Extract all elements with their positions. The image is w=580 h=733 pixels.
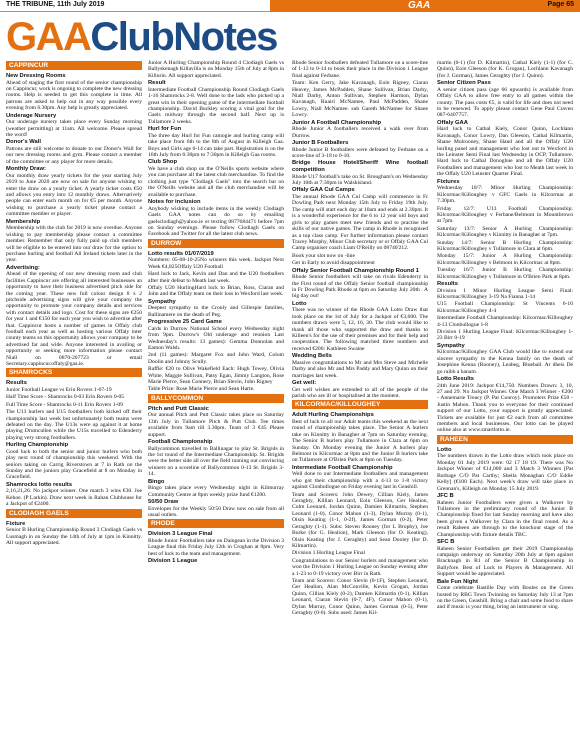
article-paragraph: Bingo takes place every Wednesday night in Kilmurray Community Centre at 8pm weekly prize fund €1200.	[148, 485, 284, 498]
article-heading: Division 3 League Final	[148, 531, 213, 538]
issue-date: THE TRIBUNE, 11th July 2019	[6, 1, 105, 8]
article-paragraph: Team and Scorers: Conor Slevin (0-1F), Stephen Leonard, Ger Healion, Alan McConville, Kevin Grogan, Jordan Quinn, Cillian Kiely (0-2), Damien Kilmartin (0-1), Killian Leonard, Ciaran Slevin (0-7, 4F), Conor Mahon (0-1), Dylan Murray, Conor Quinn, James Gorman (0-5), Peter Geraghty (0-6). Subs used: James Kil-	[292, 577, 428, 616]
article-paragraph: Ahead of the opening of our new dressing room and club facilities Cappincur are offering all interested businesses an opportunity to have their business advertised pitch side for the coming year. These new full colour design 8 x 2 pitchside advertising signs will give your company the opportunity to promote your company details and services with contact details and logo. Cost for these signs are €250 for year 1 and €150 for each year you wish to advertise after that. Cappincur hosts a number of games in Offaly club football each year as well as hosting various Offaly inter county teams so this opportunity allows your company to be advertised far and wide. Anyone interested in availing or opportunity or seeking more information please contact Niall on 0870-207723 or email Secretary.cappincur.offaly@gaa.ie.	[6, 271, 142, 367]
article-paragraph: Intermediate Football Championship Round Clodiagh Gaels 1-16 Shamrocks 2-8. Well done to the lads who picked up a great win in their opening game of the intermediate football championship. David Buckley scoring a vital goal for the Gaels midway through the second half. Next up is Tullamore 2 weeks.	[148, 86, 284, 125]
article-heading: Offaly GAA	[437, 119, 468, 126]
article-paragraph: Team: Ken Gerry, Jake Kavanagh, Eoin Rigney, Ciaran Heavey, James McPadden, Shane Sullivan, Brian Darby, Niall Darby, Anton Sullivan, Stephen Harmon, Dylan Kavanagh, Ruairi McNamee, Paul McPadden, Shane Lowry, Niall McNamee. sub Gareth McNamee for Shane Lowry.	[292, 80, 428, 119]
article-paragraph: Offaly U20 HurlingHard luck to Brian, Ross, Ciaran and John and the Offaly team on their loss to Wexford last week.	[148, 284, 284, 298]
article-heading: Underage Nursery	[6, 112, 57, 119]
article-heading: Junior B Footballers	[292, 140, 349, 147]
article-paragraph: 2nd (11 games): Margaret Fox and John Ward, Colum Doolin and Johnny Scully.	[148, 352, 284, 365]
article-paragraph: Rhode Junior Footballers take on Daingean in the Division 3 League final this Friday July 12th in Croghan at 8pm. Very best of luck to the team and management.	[148, 538, 284, 557]
article-paragraph: Tuesday 16/7: Junior B Hurling Championship: Kilcormac/Killoughey v Tullamore in O'Brien Park at 8pm.	[437, 267, 573, 280]
article-heading: Senior Citizen Pass	[437, 80, 491, 87]
article-paragraph: Rhode Junior A footballers received a walk over from Durrow.	[292, 126, 428, 139]
column-4	[437, 60, 573, 728]
club-section-header: RHODE	[148, 519, 284, 528]
article-heading: Football Championship	[148, 439, 213, 446]
article-heading: Division 1 League	[148, 558, 198, 565]
article-paragraph: Hard luck to Jack, Kevin and Dan and the U20 footballers after their defeat to Meath last week.	[148, 271, 284, 284]
article-paragraph: Raffle: €20 to Olive Wakefield Each: Hugh Towey, Olivia White, Maggie Sullivan, Patsy Egan, Jimmy Langton, Rose Marie Pierce, Sean Connery, Brian Slevin, John Rigney	[148, 366, 284, 385]
article-paragraph: Junior A Hurling Championship Round 4 Clodiagh Gaels vs Ballyskenagh Killavilla is on Monday 15th of July at 8pm in Killurin. All support appreciated.	[148, 60, 284, 79]
article-paragraph: Get well wishes are extended to all of the people of the parish who are ill or hospitalised at the moment.	[292, 386, 428, 399]
article-paragraph: Ahead of staging the first round of the senior championship on Cappincur, work is ongoing to complete the new dressing rooms. Help is needed to get this complete in time. All patrons are asked to help out in any way possible every evening from 6.30pm. Any help is greatly appreciated.	[6, 79, 142, 112]
article-paragraph: We have a club shop on the O'Neills sports website where you can purchase all the latest club merchandise. To find the clothing just type "Clodiagh Gaels" into the search bar on the O'Neills website and all the club merchandise will be available to purchase.	[148, 166, 284, 198]
article-heading: Result	[148, 80, 166, 87]
article-heading: Sympathy	[437, 342, 465, 349]
club-section-header: DURROW	[148, 239, 284, 248]
article-paragraph: Our underage nursery takes place every Sunday morning (weather permitting) at 11am. All welcome. Please spread the word!	[6, 119, 142, 139]
article-paragraph: Hard luck to Cathal Kiely, Conor Quinn, Lochlann Kavanagh, Conor Lowry, Dan Gleeson, Cathal Kilmartin, Shane Mulrooney, Shane Hand and all the Offaly U20 hurling panel and management who lost out to Wexford in the Leinster Semi Final last Wednesday in OCP, Tullamore. Hard luck to Cathal Donoghue and all the Offaly U20 Footballers and management who lost to Meath last week in the Offaly U20 Leinster Quarter Final.	[437, 126, 573, 178]
club-section-header: RAHEEN	[437, 435, 573, 444]
page-header-bar	[0, 0, 580, 12]
club-section-header: CLODIAGH GAELS	[6, 509, 142, 518]
article-paragraph: Massive congratulations to Mr and Mrs Steve and Michelle Darby and also Mr and Mrs Paddy and Mary Quinn on their marriages last week.	[292, 359, 428, 379]
article-paragraph: Get in Early to avoid disappointment	[292, 260, 375, 267]
article-paragraph: Senior B Hurling Championship Round 3 Clodiagh Gaels vs Lusmagh in on Sunday the 14th of July at 1pm in Kinnitty. All support appreciated.	[6, 527, 142, 547]
article-heading: SFC B	[437, 538, 455, 545]
article-paragraph: Our monthly draw yearly tickets for the year starting July 2019 to June 2020 are now on sale for anyone wishing to enter the draw on a yearly ticket. A yearly ticket costs €50 and allows you entry into 12 monthly draws. Alternatively people can enter each month on for €5 per month. Anyone wishing to purchase a yearly ticket please contact a committee member or player.	[6, 172, 142, 218]
masthead-title	[6, 14, 277, 60]
article-paragraph: Division 1 Hurling League Final	[292, 550, 366, 557]
article-paragraph: Anybody wishing to include items in the weekly Clodiagh Gaels GAA notes can do so by emailing gaelsclodiagh@yahoo.ie or texting 0877684471 before 7pm on Sunday evenings. Please follow Clodiagh Gaels on Facebook and Twitter for all the latest club news.	[148, 205, 284, 238]
article-paragraph: Well done to our Intermediate footballers and management who got their championship with a 4-13 to 1-8 victory against Clonbullogue on Friday evening last in Geashill.	[292, 471, 428, 491]
article-paragraph: There was no winner of the Rhode GAA Lotto Draw that took place on the 1st of July for a Jackpot of €3,600. The numbers drawn were 5, 12, 16, 30. The club would like to thank all those who supported the draw and thanks to Killeen's for the use of their premises and for their help and cooperation. The following matched three numbers and received €200: Kathleen Swaine	[292, 307, 428, 352]
article-paragraph: 24th June 2019: Jackpot €14,750. Numbers Drawn: 3, 10, 27 and 29. No Jackpot Winner. One Match 3 Winner - €200 - Annemarie Treacy (P. Pat Conroy). Promoters Prize €50 - Justin Mahon. Thank you to everyone for their continued support of our Lotto, your support is greatly appreciated. Tickets are available for just €2 each from all committee members and local businesses. Our lotto can be played online also at www.smartlotto.ie.	[437, 382, 573, 434]
article-heading: Intermediate Football Championship	[292, 464, 393, 471]
article-paragraph: Rhode U17 football's take on St. Brougham's on Wednesday July 10th at 7:30pm in Walshisland.	[292, 173, 428, 187]
article-paragraph: Envelopes for the Weekly 50:50 Draw now on sale from all usual outlets.	[148, 505, 284, 519]
article-paragraph: 2,16,21,26. No jackpot winner. One match 3 wins €30. Joe Kehoe. (P Larkin). Draw next week in Rahan Clubhouse for a Jackpot of €2400.	[6, 488, 142, 508]
section-title: GAA	[408, 0, 431, 11]
column-1	[6, 60, 142, 728]
article-paragraph: Best of luck to all our Adult teams this weekend as the next round of championship takes place. The Senior A hurlers take on Kinnitty in Banagher at 7pm on Saturday evening. The Senior B hurlers play Tullamore in Clara at 6pm on Sunday. On Monday evening the Junior A hurlers play Belmont in Kilcormac at 8pm and the Junior B hurlers take on Tullamore at O'Brien Park at 8pm on Tuesday.	[292, 419, 428, 464]
article-heading: Fixture	[6, 520, 26, 527]
article-heading: Sympathy	[148, 298, 176, 305]
article-paragraph: Wednesday 10/7: Minor Hurling Championship: Kilcormac/Killoughey v GFC Gaels in Kilcormac at 7.30pm.	[437, 185, 573, 205]
article-heading: Wedding Bells	[292, 353, 332, 360]
column-3	[292, 60, 428, 728]
article-paragraph: Numbers: 05-08-10-25No winners this week. Jackpot Next Week €4,825Offaly U20 Football	[148, 257, 284, 270]
article-paragraph: Patrons are still welcome to donate to our Donor's Wall for our new dressing rooms and gym. Please contact a member of the committee or any player for more details.	[6, 146, 142, 165]
article-paragraph: Sunday 14/7: Senior B Hurling Championship: Kilcormac/Killoughey v Tullamore in Clara at 6pm.	[437, 239, 573, 252]
article-heading: Lotto	[292, 300, 307, 307]
article-paragraph: Come celebrate Bastille Day with Boules on the Green hosted by RBG Town Twinning on Saturday July 13 at 7pm on the Green, Geashill. Bring a chair and some food to share and if music is your thing, bring an instrument or sing.	[437, 585, 573, 611]
article-heading: Lotto results 01/07/2019	[148, 250, 214, 257]
article-heading: Membership	[6, 218, 41, 225]
article-paragraph: Full Time Score - Shamrocks 0-11 Erin Rovers 1-09	[6, 401, 123, 408]
article-heading: Bridge House Hotel/Sheriff Wine football competition	[292, 160, 428, 174]
article-paragraph: Good luck to both the senior and junior hurlers who both play next round of championship this weekend. With the seniors taking on Carrig Riverstown at 7 in Rath on the Sunday and the juniors play Gracefield at 8 on Monday in Gracefield.	[6, 448, 142, 481]
section-banner	[270, 0, 580, 12]
page-number: Page 65	[547, 1, 574, 8]
article-paragraph: Table Prize: Rose Marie Pierce and Sean Harte.	[148, 386, 255, 393]
article-paragraph: Membership with the club for 2019 is now overdue. Anyone wishing to pay membership please contact a committee member. Remember that only fully paid up club members will be eligible to be entered into our draw for the option to purchase hurling and football All Ireland tickets later in the year.	[6, 225, 142, 264]
article-heading: Offaly Senior Football Championship Round 1	[292, 267, 419, 274]
article-heading: Results	[6, 380, 27, 387]
article-paragraph: Deepest sympathy to the Cronly and Gillespie families, Ballinamere on the death of Peg.	[148, 305, 284, 318]
club-section-header: BALLYCOMMON	[148, 394, 284, 403]
article-paragraph: Ballycommon travelled to Ballinagar to play St. Brigids in the 1st round of the Intermediate Championship. St. Brigids were the better side all over the field running out convincing winners on a scoreline of Ballycommon 0-13 St. Brigids 3-14.	[148, 445, 284, 478]
article-heading: Offaly GAA Cul Camps	[292, 187, 355, 194]
article-heading: New Dressing Rooms	[6, 73, 66, 79]
article-paragraph: Division 1 Minor Hurling League Semi Final: Kilcormac/Killoughey 3-19 Na Fianna 1-14	[437, 287, 573, 300]
article-paragraph: The annual Rhode GAA Cul Camp will commence in Fr Dowling Park next Monday 15th July to Friday 19th July. The camp will start each day at 10am and ends at 2.30pm. It is a wonderful experience for the 6 to 12 year old boys and girls to play games meet new friends and to practise the skills of our native games. The camp in Rhode is recognised as a top class camp. For further information please contact Tracey Murphy, Minor Club secretary or or Offaly GAA Cul Camp organiser coach Liam O'Reilly on 08740'212.	[292, 194, 428, 252]
article-heading: Lotto Results	[437, 376, 475, 383]
article-paragraph: Raheen Junior Footballers were given a Walkover by Tullamore in the preliminary round of the Junior B Championship fixed for last Sunday morning and have also been given a Walkover by Clara in the final round. As a result Raheen are through to the knockout stage of the Championship with fixture details TBC.	[437, 499, 573, 538]
article-heading: Hurling Championship	[6, 442, 69, 449]
article-heading: Adult Hurling Championships	[292, 412, 374, 419]
article-heading: Notes for inclusion	[148, 199, 201, 206]
article-heading: Shamrocks lotto results	[6, 481, 73, 488]
article-paragraph: Half Time Score - Shamrocks 0-03 Erin Rovers 0-05	[6, 394, 125, 401]
article-heading: JFC B	[437, 492, 454, 499]
article-paragraph: Rhode Senior footballers will take on rivals Edenderry in the First round of the Offaly Senior football championship in Fr Dowling Park Rhode at 6pm on Saturday July 20th . A big day out!	[292, 274, 428, 300]
article-heading: Lotto	[437, 446, 452, 453]
article-heading: Junior A Football Championship	[292, 119, 382, 126]
article-paragraph: Raheen Senior Footballers get their 2019 Championship campaign underway on Saturday 20th July at 6pm against Bracknagh in R1 of the Senior B Championship in Ballyfore. Best of Luck to Players & Management. All Support would be appreciated.	[437, 545, 573, 578]
article-paragraph: Junior Football League vs Erin Rovers 1-07-19	[6, 387, 112, 393]
club-section-header: CAPPINCUR	[6, 61, 142, 70]
club-section-header: SHAMROCKS	[6, 368, 142, 377]
article-paragraph: Our annual Pitch and Putt Classic takes place on Saturday 13th July in Tullamore Pitch & Putt Club. Tee times available from 9am till 3.30pm. Team of 3 €45 Please support.	[148, 412, 284, 438]
article-paragraph: Division 1 Hurling League Final: Kilcormac/Killoughey 1-23 Birr 0-19	[437, 329, 573, 342]
article-paragraph: Rhode Junior B footballers were defeated by Ferbane on a score-line of 3-18 to 0-10.	[292, 146, 428, 160]
article-heading: Get well:	[292, 380, 317, 386]
article-heading: Fixtures	[437, 178, 460, 185]
article-paragraph: A senior citizen pass (age 66 upwards) is available from Offaly GAA to allow free entry to all games within the county. The pass costs €5, is valid for life and does not need to be renewed. To apply please contact Gene Paul Craven 087-6407757.	[437, 86, 573, 119]
article-heading: Donor's Wall	[6, 139, 41, 146]
article-paragraph: Team and Scorers: John Dewey, Cillian Kiely, James Geraghty, Killian Leonard, Eoin Gleeson, Ger Healion, Colm Leonard, Jordan Quinn, Damien Kilmartin, Stephen Leonard (1-0), Conor Mahon (1-3), Dylan Murray (0-1), Oisin Keating (1-1, 0-2f), James Gorman (0-2), Peter Geraghty (1-1). Subs: Steven Rooney (for L Brophy), Joe Burke (for G. Healion), Mark Gleeson (for O. Keating), Oisin Keating (for J. Geraghty) and Sean Dooley (for D. Kilmartin).	[292, 491, 428, 549]
article-paragraph: The U13 hurlers and U15 footballers both kicked off their championship last week but unfortunately both teams were defeated on the day. The U13s were up against it at home playing Drumcullen while the U15s travelled to Edenderry playing very strong footballers.	[6, 409, 142, 441]
article-paragraph: Book your slot now on -line	[292, 252, 355, 259]
article-heading: Pitch and Putt Classic	[148, 405, 209, 412]
article-paragraph: Rhode Senior footballers defeated Tullamore on a score-line of 1-13 to 0-14 to book their place in the Division 1 League final against Ferbane.	[292, 60, 428, 79]
article-heading: 50/50 Draw	[148, 499, 179, 506]
article-paragraph: Monday 15/7: Junior A Hurling Championship: Kilcormac/Killoughey v Belmont in Kilcormac at 8pm.	[437, 253, 573, 266]
article-heading: Results	[437, 280, 458, 287]
column-2	[148, 60, 284, 728]
article-paragraph: The numbers drawn in the Lotto draw which took place on Monday 01 July 2019 were: 02 17 18 19. There was No Jackpot Winner of €14,000 and 3 Match 3 Winners [Pat Burbage C/O Pat Carthy; Sheila Monaghan C/O Eddie Kelly] (€100 Each). Next week's draw will take place in Grennan's, Killeigh on Monday 15 July 2019.	[437, 453, 573, 492]
masthead-clubnotes: ClubNotes	[90, 15, 277, 59]
article-paragraph: martin (0-1) (for D. Kilmartin), Cathal Kiely (1-1) (for C. Quinn), Eoin Gleeson (for K. Grogan), Lochlann Kavanagh (for J. Gorman), James Geraghty (for J. Quinn).	[437, 60, 573, 79]
club-section-header: KILCORMAC/KILLOUGHEY	[292, 400, 428, 409]
masthead-gaa: GAA	[6, 15, 91, 59]
article-heading: Bingo	[148, 478, 165, 485]
article-heading: Hurl for Fun	[148, 126, 182, 133]
article-paragraph: The three day Hurl for Fun camogie and hurling camp will take place from 6th to the 8th of August in Killeigh Gaa. Boys and Girls age 6-14 can take part. Registration is on the 16th July from 6:30pm to 7:30pm in Killeigh Gaa rooms.	[148, 132, 284, 159]
article-heading: Advertising:	[6, 264, 40, 271]
article-heading: Club Shop	[148, 159, 177, 166]
article-paragraph: Kilcormac/Killoughey GAA Club would like to extend our sincere sympathy to the Kenna family on the death of Josephine Kenna (Rooney), Leabeg, Blueball. Ar dheis Dé go raibh a hanam.	[437, 349, 573, 375]
article-heading: Bale Fun Night	[437, 578, 478, 585]
article-heading: Monthly Draw:	[6, 166, 46, 173]
article-heading: Progressive 25 Card Game	[148, 319, 222, 326]
article-paragraph: Intermediate Football Championship: Kilcormac/Killoughey 4-13 Clonbullogue 1-8	[437, 315, 573, 328]
article-paragraph: Congratulations to our Senior hurlers and management who won the Division 1 Hurling League on Sunday evening after a 1-23 to 0-19 victory over Birr in Rath.	[292, 557, 428, 577]
article-paragraph: U15 Football Championship: St Vincents 6-10 Kilcormac/Killoughey 4-4	[437, 301, 573, 314]
article-paragraph: Saturday 13/7: Senior A Hurling Championship: Kilcormac/Killoughey v Kinnitty in Banagher at 7pm.	[437, 225, 573, 239]
article-paragraph: Cards in Durrow National School every Wednesday night from 9pm. Durrow's Old underage and reunion Last Wednesday's results: 13 games): Gemma Donnolan and Eamon Walsh.	[148, 325, 284, 351]
article-paragraph: Friday 12/7: U13 Football Championship: Kilcormac/Killoughey v Ferbane/Belmont in Mountbrown at 7pm.	[437, 205, 573, 225]
